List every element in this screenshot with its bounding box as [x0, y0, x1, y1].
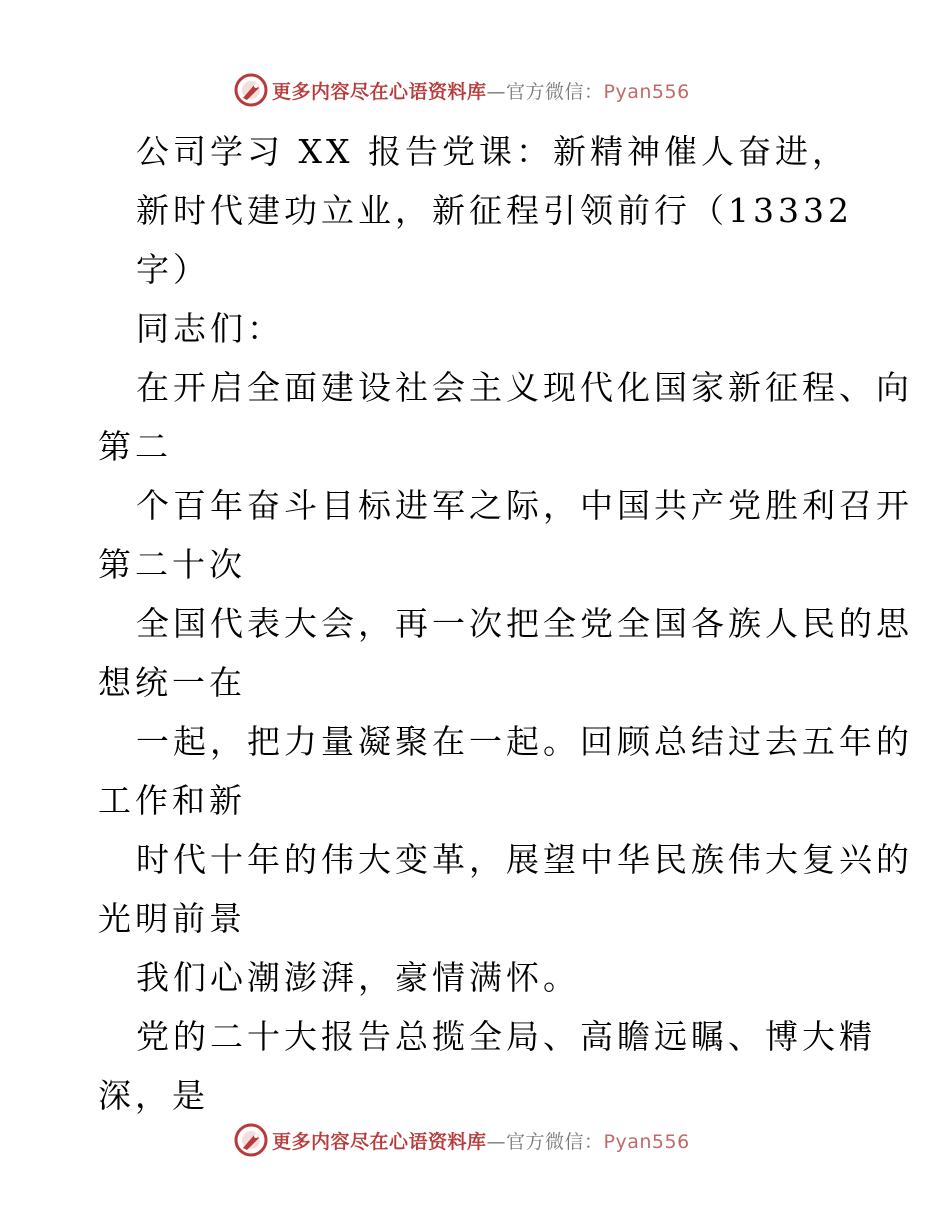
watermark-separator: — — [486, 80, 507, 103]
doc-text-line: 全国代表大会，再一次把全党全国各族人民的思 — [136, 604, 913, 643]
doc-text-line: 光明前景 — [98, 899, 246, 938]
watermark-separator: — — [486, 1130, 507, 1153]
doc-text-line: 在开启全面建设社会主义现代化国家新征程、向 — [136, 368, 913, 407]
doc-text-line: 时代十年的伟大变革，展望中华民族伟大复兴的 — [136, 840, 913, 879]
watermark-wechat-id: Pyan556 — [603, 1130, 690, 1153]
watermark-label: 官方微信： — [506, 1130, 604, 1153]
document-body — [98, 122, 913, 1125]
header-watermark — [234, 72, 690, 108]
doc-text-line: 一起，把力量凝聚在一起。回顾总结过去五年的 — [136, 722, 913, 761]
watermark-main-text: 更多内容尽在心语资料库 — [272, 1130, 487, 1153]
doc-text-line: 党的二十大报告总揽全局、高瞻远瞩、博大精 — [136, 1017, 876, 1056]
doc-text-line: 工作和新 — [98, 781, 246, 820]
pen-nib-icon — [234, 73, 268, 107]
watermark-label: 官方微信： — [506, 80, 604, 103]
doc-text-line: 第二十次 — [98, 545, 246, 584]
doc-text-line: 深，是 — [98, 1076, 209, 1115]
doc-text-line: 我们心潮澎湃，豪情满怀。 — [136, 958, 580, 997]
doc-title-line-1: 公司学习 XX 报告党课：新精神催人奋进， — [136, 132, 849, 171]
pen-nib-icon — [234, 1123, 268, 1157]
doc-text-line: 第二 — [98, 427, 172, 466]
footer-watermark — [234, 1122, 690, 1158]
watermark-wechat-id: Pyan556 — [603, 80, 690, 103]
doc-text-line: 个百年奋斗目标进军之际，中国共产党胜利召开 — [136, 486, 913, 525]
doc-text-line: 想统一在 — [98, 663, 246, 702]
doc-title-line-2: 新时代建功立业，新征程引领前行（13332 — [136, 191, 853, 230]
watermark-main-text: 更多内容尽在心语资料库 — [272, 80, 487, 103]
doc-title-line-3: 字） — [136, 250, 210, 289]
doc-salutation: 同志们： — [136, 309, 284, 348]
